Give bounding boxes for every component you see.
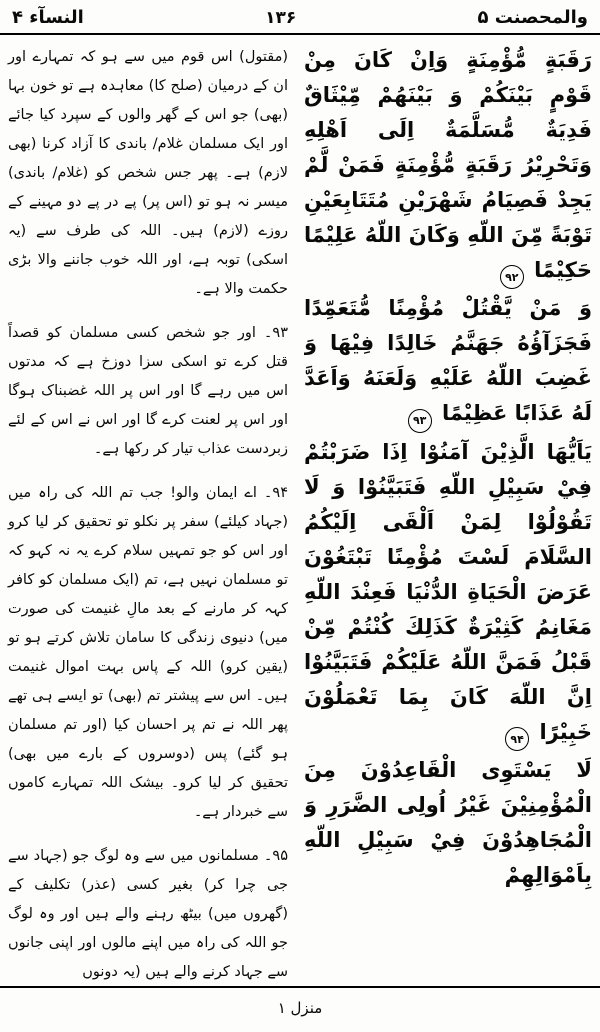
verse-text: يَاَيُّهَا الَّذِيْنَ آمَنُوْا اِذَا ضَرَبْتُمْ فِيْ سَبِيْلِ اللّهِ فَتَبَيَّنُوْا وَ لَا تَقُوْلُوْا لِمَنْ اَلْقَى اِلَيْكُمُ السَّلَامَ لَسْتَ مُؤْمِنًا تَبْتَغُوْنَ عَرَضَ الْحَيَاةِ الدُّنْيَا فَعِنْدَ اللّهِ مَغَانِمُ كَثِيْرَةٌ كَذَلِكَ كُنْتُمْ مِّنْ قَبْلُ فَمَنَّ اللّهُ عَلَيْكُمْ فَتَبَيَّنُوْا اِنَّ اللّهَ كَانَ بِمَا تَعْمَلُوْنَ خَبِيْرًا: [304, 439, 592, 744]
ayah-number-badge: ۹۲: [500, 265, 524, 289]
page-header: [0, 0, 600, 33]
ayah-number-badge: ۹۳: [408, 409, 432, 433]
verse-text: رَقَبَةٍ مُّؤْمِنَةٍ وَاِنْ كَانَ مِنْ قَوْمٍ بَيْنَكُمْ وَ بَيْنَهُمْ مِّيْثَاقٌ فَدِيَةٌ مُّسَلَّمَةٌ اِلَى اَهْلِهِ وَتَحْرِيْرُ رَقَبَةٍ مُّؤْمِنَةٍ فَمَنْ لَّمْ يَجِدْ فَصِيَامُ شَهْرَيْنِ مُتَتَابِعَيْنِ تَوْبَةً مِّنَ اللّهِ وَكَانَ اللّهُ عَلِيْمًا حَكِيْمًا: [304, 47, 592, 282]
quran-verse: [304, 43, 592, 290]
quran-verse: [304, 291, 592, 433]
ayah-number-badge: ۹۴: [505, 727, 529, 751]
paragraph-number: ۹۳۔: [255, 324, 288, 341]
manzil-label: منزل ۱: [277, 998, 323, 1017]
translation-paragraph: [8, 479, 288, 827]
page-body: [0, 35, 600, 986]
arabic-quran-column: [304, 43, 592, 986]
urdu-translation-column: [6, 43, 288, 986]
translation-text: (مقتول) اس قوم میں سے ہو کہ تمہارے اور ان کے درمیان (صلح کا) معاہدہ ہے تو خون بہا (بھی) جو اس کے گھر والوں کے سپرد کیا جائے اور ایک مسلمان غلام/ باندی کا آزاد کرنا (بھی لازم) ہے۔ پھر جس شخص کو (غلام/ باندی) میسر نہ ہو تو (اس پر) پے در پے دو مہینے کے روزے (لازم) ہیں۔ اللہ کی طرف سے (یہ اسکی) توبہ ہے، اور اللہ خوب جاننے والا بڑی حکمت والا ہے۔: [8, 48, 288, 297]
verse-text: وَ مَنْ يَّقْتُلْ مُؤْمِنًا مُّتَعَمِّدًا فَجَزَآؤُهُ جَهَنَّمُ خَالِدًا فِيْهَا وَ غَضِبَ اللّهُ عَلَيْهِ وَلَعَنَهُ وَاَعَدَّ لَهُ عَذَابًا عَظِيْمًا: [304, 296, 592, 425]
paragraph-number: ۹۴۔: [256, 484, 288, 501]
translation-text: اور جو شخص کسی مسلمان کو قصداً قتل کرے تو اسکی سزا دوزخ ہے کہ مدتوں اس میں رہے گا اور اس پر اللہ غضبناک ہوگا اور اس پر لعنت کرے گا اور اس نے اس کے لئے زبردست عذاب تیار کر رکھا ہے۔: [8, 324, 288, 457]
surah-label: النسآء ۴: [12, 7, 84, 29]
translation-paragraph: [8, 842, 288, 986]
translation-paragraph: [8, 319, 288, 464]
quran-verse: [304, 753, 592, 893]
translation-text: مسلمانوں میں سے وہ لوگ جو (جہاد سے جی چرا کر) بغیر کسی (عذر) تکلیف کے (گھروں میں) بیٹھ رہنے والے ہیں اور وہ لوگ جو اللہ کی راہ میں اپنے مالوں اور اپنی جانوں سے جہاد کرنے والے ہیں (یہ دونوں: [8, 847, 288, 980]
page-footer: [0, 988, 600, 1032]
juz-label: والمحصنت ۵: [477, 7, 588, 29]
translation-paragraph: [8, 43, 288, 304]
paragraph-number: ۹۵۔: [258, 847, 288, 864]
translation-text: اے ایمان والو! جب تم اللہ کی راہ میں (جہاد کیلئے) سفر پر نکلو تو تحقیق کر لیا کرو اور اس کو جو تمہیں سلام کرے یہ نہ کہو کہ تو مسلمان نہیں ہے، تم (ایک مسلمان کو کافر کہہ کر مارنے کے بعد مالِ غنیمت کی صورت میں) دنیوی زندگی کا سامان تلاش کرتے ہو تو (یقین کرو) اللہ کے پاس بہت اموال غنیمت ہیں۔ اس سے پیشتر تم (بھی) تو ایسے ہی تھے پھر اللہ نے تم پر احسان کیا (اور تم مسلمان ہو گئے) پس (دوسروں کے بارے میں بھی) تحقیق کر لیا کرو۔ بیشک اللہ تمہارے کاموں سے خبردار ہے۔: [8, 484, 288, 820]
page-number: ۱۳۶: [265, 7, 297, 28]
verse-text: لَا يَسْتَوِى الْقَاعِدُوْنَ مِنَ الْمُؤْمِنِيْنَ غَيْرُ اُولِى الضَّرَرِ وَ الْمُجَاهِدُوْنَ فِيْ سَبِيْلِ اللّهِ بِاَمْوَالِهِمْ: [304, 758, 592, 887]
quran-verse: [304, 435, 592, 752]
